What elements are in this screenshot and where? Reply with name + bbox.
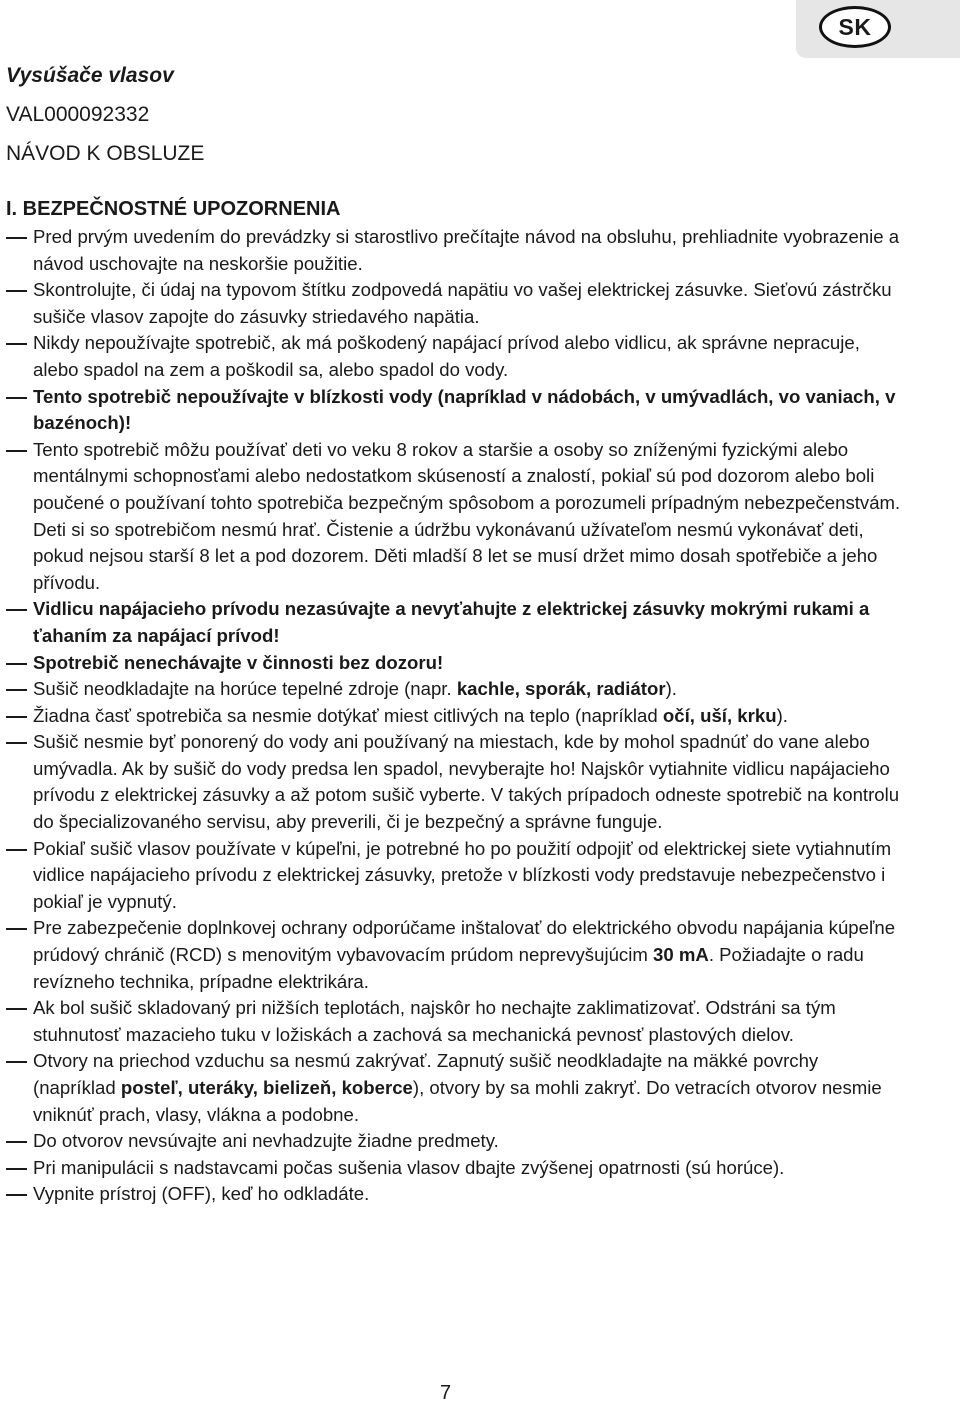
manual-title: NÁVOD K OBSLUZE <box>6 142 205 165</box>
em-dash-bullet <box>6 1061 27 1063</box>
warning-text: Pri manipulácii s nadstavcami počas sušenia vlasov dbajte zvýšenej opatrnosti (sú horúce). <box>33 1156 785 1178</box>
warning-text-bold: Spotrebič nenechávajte v činnosti bez dozoru! <box>33 651 444 673</box>
warning-text: Pre zabezpečenie doplnkovej ochrany odporúčame inštalovať do elektrického obvodu napájania kúpeľne prúdový chránič (RCD) s menovitým vybavovacím prúdom neprevyšujúcim <box>33 917 896 966</box>
warning-item <box>6 995 906 1048</box>
warning-item <box>6 703 906 730</box>
warning-text: Otvory na priechod vzduchu sa nesmú zakrývať. Zapnutý sušič neodkladajte na mäkké povrchy (napríklad <box>33 1050 819 1098</box>
warning-item <box>6 676 906 703</box>
warning-item <box>6 729 906 835</box>
em-dash-bullet <box>6 716 27 718</box>
em-dash-bullet <box>6 928 27 930</box>
warning-item <box>6 277 906 330</box>
warning-text-bold: Vidlicu napájacieho prívodu nezasúvajte a nevyťahujte z elektrickej zásuvky mokrými rukami a ťahaním za napájací prívod! <box>33 598 870 646</box>
warning-item <box>6 596 906 649</box>
warning-text: ). <box>665 678 677 700</box>
warning-item <box>6 1048 906 1128</box>
warning-text: Vypnite prístroj (OFF), keď ho odkladáte. <box>33 1183 370 1205</box>
warning-text: ). <box>776 704 788 726</box>
warning-text: . Požiadajte o radu revízneho technika, prípadne elektrikára. <box>33 944 864 992</box>
warning-item <box>6 650 906 677</box>
warning-text-bold: 30 mA <box>653 944 709 966</box>
em-dash-bullet <box>6 1168 27 1170</box>
warning-text: Sušič neodkladajte na horúce tepelné zdroje (napr. <box>33 678 457 700</box>
section-heading: I. BEZPEČNOSTNÉ UPOZORNENIA <box>6 198 341 220</box>
warning-item <box>6 1181 906 1208</box>
em-dash-bullet <box>6 1194 27 1196</box>
warning-item <box>6 915 906 995</box>
safety-warnings-list <box>6 224 906 1208</box>
page-number: 7 <box>440 1382 452 1404</box>
language-badge: SK <box>819 6 891 48</box>
em-dash-bullet <box>6 397 27 399</box>
em-dash-bullet <box>6 609 27 611</box>
warning-text: Ak bol sušič skladovaný pri nižších teplotách, najskôr ho nechajte zaklimatizovať. Odstráni sa tým stuhnutosť mazacieho tuku v ložiskách a zachová sa mechanická pevnosť plastových dielov. <box>33 997 836 1045</box>
warning-item <box>6 1155 906 1182</box>
warning-text: Nikdy nepoužívajte spotrebič, ak má poškodený napájací prívod alebo vidlicu, ak správne nepracuje, alebo spadol na zem a poškodil sa, alebo spadol do vody. <box>33 332 860 380</box>
em-dash-bullet <box>6 450 27 452</box>
warning-item <box>6 836 906 916</box>
warning-text: ), otvory by sa mohli zakryť. Do vetracích otvorov nesmie vniknúť prach, vlasy, vlákna a podobne. <box>33 1077 882 1125</box>
warning-text: Do otvorov nevsúvajte ani nevhadzujte žiadne predmety. <box>33 1130 499 1152</box>
warning-text-bold: očí, uší, krku <box>662 704 777 726</box>
em-dash-bullet <box>6 237 27 239</box>
warning-text: Pred prvým uvedením do prevádzky si starostlivo prečítajte návod na obsluhu, prehliadnite vyobrazenie a návod uschovajte na neskoršie použitie. <box>33 226 900 274</box>
warning-item <box>6 330 906 383</box>
em-dash-bullet <box>6 663 27 665</box>
warning-text: Pokiaľ sušič vlasov používate v kúpeľni, je potrebné ho po použití odpojiť od elektrickej siete vytiahnutím vidlice napájacieho prívodu z elektrickej zásuvky, pretože v blízkosti vody predstavuje nebezpečenstvo i pokiaľ je vypnutý. <box>33 837 892 912</box>
warning-item <box>6 384 906 437</box>
em-dash-bullet <box>6 689 27 691</box>
warning-text: Skontrolujte, či údaj na typovom štítku zodpovedá napätiu vo vašej elektrickej zásuvke. Sieťovú zástrčku sušiče vlasov zapojte do zásuvky striedavého napätia. <box>33 279 892 327</box>
warning-text: Sušič nesmie byť ponorený do vody ani používaný na miestach, kde by mohol spadnúť do vane alebo umývadla. Ak by sušič do vody predsa len spadol, nevyberajte ho! Najskôr vytiahnite vidlicu napájacieho prívodu z elektrickej zásuvky a až potom sušič vyberte. V takých prípadoch odneste spotrebič na kontrolu do špecializovaného servisu, aby preverili, či je bezpečný a správne funguje. <box>33 731 900 833</box>
em-dash-bullet <box>6 849 27 851</box>
warning-text-bold: Tento spotrebič nepoužívajte v blízkosti vody (napríklad v nádobách, v umývadlách, vo vaniach, v bazénoch)! <box>33 385 896 434</box>
em-dash-bullet <box>6 290 27 292</box>
em-dash-bullet <box>6 742 27 744</box>
em-dash-bullet <box>6 1141 27 1143</box>
warning-item <box>6 437 906 597</box>
warning-item <box>6 1128 906 1155</box>
warning-text: Žiadna časť spotrebiča sa nesmie dotýkať miest citlivých na teplo (napríklad <box>33 704 663 726</box>
model-code: VAL000092332 <box>6 103 150 126</box>
warning-text-bold: posteľ, uteráky, bielizeň, koberce <box>120 1077 413 1098</box>
warning-item <box>6 224 906 277</box>
warning-text-bold: kachle, sporák, radiátor <box>456 678 666 700</box>
product-name: Vysúšače vlasov <box>6 64 174 87</box>
em-dash-bullet <box>6 1008 27 1010</box>
em-dash-bullet <box>6 343 27 345</box>
language-tab <box>796 0 960 58</box>
warning-text: Tento spotrebič môžu používať deti vo veku 8 rokov a staršie a osoby so zníženými fyzickými alebo mentálnymi schopnosťami alebo nedostatkom skúseností a znalostí, pokiaľ sú pod dozorom alebo boli poučené o používaní tohto spotrebiča bezpečným spôsobom a porozumeli prípadným nebezpečenstvám. Deti si so spotrebičom nesmú hrať. Čistenie a údržbu vykonávanú užívateľom nesmú vykonávať deti, pokud nejsou starší 8 let a pod dozorem. Děti mladší 8 let se musí držet mimo dosah spotřebiče a jeho přívodu. <box>33 438 901 593</box>
